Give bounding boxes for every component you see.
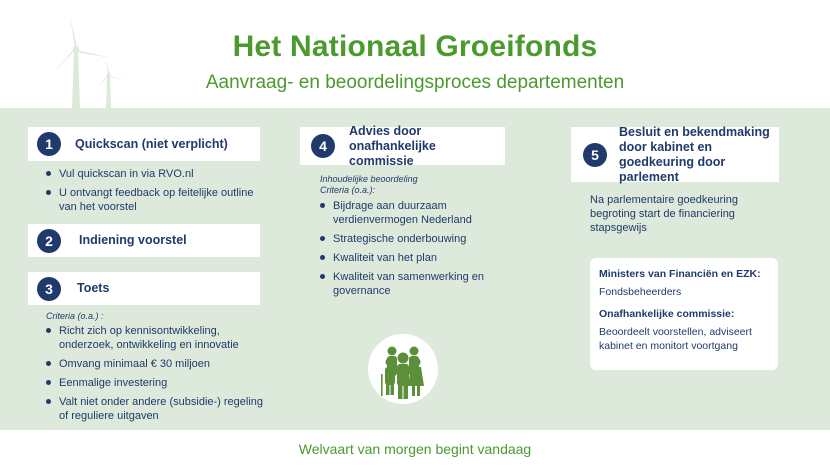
step-3-title: Toets bbox=[77, 281, 110, 295]
info-heading-committee: Onafhankelijke commissie: bbox=[599, 308, 735, 320]
list-item: Richt zich op kennisontwikkeling, onderzoek, ontwikkeling en innovatie bbox=[45, 324, 265, 352]
list-item: Kwaliteit van het plan bbox=[319, 251, 509, 265]
footer-tagline: Welvaart van morgen begint vandaag bbox=[298, 441, 532, 457]
step-3-box bbox=[28, 272, 260, 305]
list-item: Bijdrage aan duurzaam verdienvermogen Nederland bbox=[319, 199, 509, 227]
step-1-number: 1 bbox=[37, 132, 61, 156]
list-item: U ontvangt feedback op feitelijke outline van het voorstel bbox=[45, 186, 260, 214]
page-title: Het Nationaal Groeifonds bbox=[232, 30, 598, 63]
step-1-box bbox=[28, 127, 260, 161]
step-2-title: Indiening voorstel bbox=[79, 233, 187, 247]
step-4-criteria-label: Criteria (o.a.): bbox=[320, 185, 376, 195]
step-2-box bbox=[28, 224, 260, 257]
info-heading-ministers: Ministers van Financiën en EZK: bbox=[599, 268, 761, 280]
step-5-box bbox=[571, 124, 779, 184]
step-5-number: 5 bbox=[583, 143, 607, 167]
list-item: Omvang minimaal € 30 miljoen bbox=[45, 357, 265, 371]
list-item: Vul quickscan in via RVO.nl bbox=[45, 167, 260, 181]
step-4-title: Advies door onafhankelijke commissie bbox=[349, 123, 436, 168]
step-4-box bbox=[300, 123, 505, 168]
roles-info-box bbox=[590, 258, 778, 370]
list-item: Valt niet onder andere (subsidie-) regeling of reguliere uitgaven bbox=[45, 395, 265, 423]
list-item: Kwaliteit van samenwerking en governance bbox=[319, 270, 509, 298]
info-text-committee: Beoordeelt voorstellen, adviseert kabinet en monitort voortgang bbox=[599, 326, 752, 352]
people-group-icon bbox=[368, 334, 438, 404]
people-group-circle bbox=[368, 334, 438, 404]
step-3-criteria-label: Criteria (o.a.) : bbox=[46, 311, 104, 321]
list-item: Eenmalige investering bbox=[45, 376, 265, 390]
step-5-note: Na parlementaire goedkeuring begroting start de financiering stapsgewijs bbox=[590, 194, 738, 234]
step-1-title: Quickscan (niet verplicht) bbox=[75, 136, 228, 151]
step-4-number: 4 bbox=[311, 134, 335, 158]
step-4-list bbox=[319, 199, 509, 303]
step-1-list bbox=[45, 167, 260, 219]
info-text-ministers: Fondsbeheerders bbox=[599, 286, 682, 298]
list-item: Strategische onderbouwing bbox=[319, 232, 509, 246]
page-subtitle: Aanvraag- en beoordelingsproces departementen bbox=[205, 72, 625, 93]
step-2-number: 2 bbox=[37, 229, 61, 253]
step-3-list bbox=[45, 324, 265, 428]
step-5-title: Besluit en bekendmaking door kabinet en goedkeuring door parlement bbox=[619, 124, 770, 184]
step-3-number: 3 bbox=[37, 277, 61, 301]
step-4-label-assessment: Inhoudelijke beoordeling bbox=[320, 174, 418, 184]
